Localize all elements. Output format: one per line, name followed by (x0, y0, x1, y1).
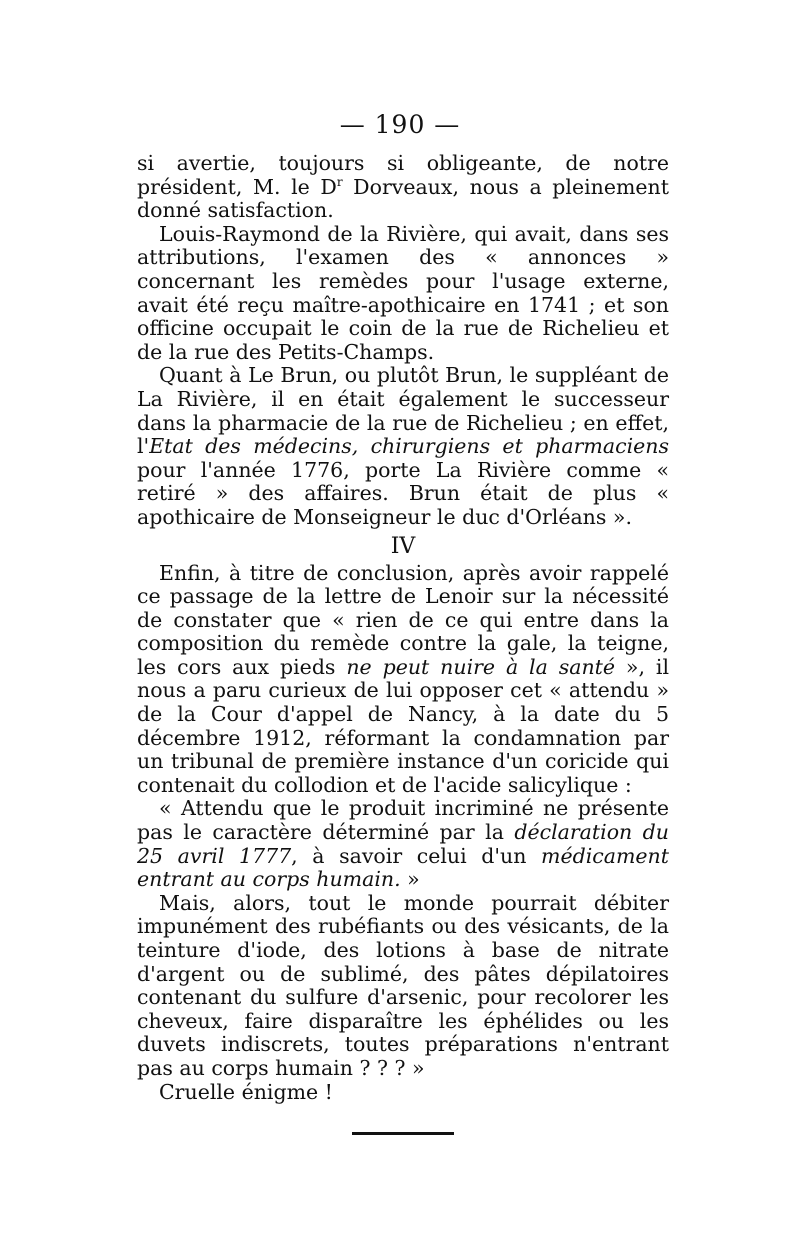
body-text (137, 152, 669, 1104)
paragraph (137, 797, 669, 891)
paragraph-text: si avertie, toujours si obligeante, de notre président, M. le D (137, 151, 669, 199)
italic-reference: déclaration du 25 avril 1777 (137, 820, 669, 868)
paragraph-text: Dorveaux, nous a pleinement donné satisfaction. (137, 174, 669, 223)
paragraph: Mais, alors, tout le monde pourrait débiter impunément des rubéfiants ou des vésicants, de la teinture d'iode, des lotions à base de nitrate d'argent ou de sublimé, des pâtes dépilatoires contenant du sulfure d'arsenic, pour recolorer les cheveux, faire disparaître les éphélides ou les duvets indiscrets, toutes préparations n'entrant pas au corps humain ? ? ? » (137, 890, 669, 1080)
paragraph-text: Enfin, à titre de conclusion, après avoir rappelé ce passage de la lettre de Lenoir sur la nécessité de constater que « rien de ce qui entre dans la composition du remède contre la gale, la teigne, les cors aux pieds (137, 560, 669, 679)
section-heading: IV (390, 533, 416, 559)
paragraph: Louis-Raymond de la Rivière, qui avait, dans ses attributions, l'examen des « annonces » concernant les remèdes pour l'usage externe, avait été reçu maître-apothicaire en 1741 ; et son officine occupait le coin de la rue de Richelieu et de la rue des Petits-Champs. (137, 221, 669, 364)
paragraph-text: » (400, 867, 420, 892)
paragraph (137, 364, 669, 529)
closing-line: Cruelle énigme ! (159, 1079, 333, 1104)
paragraph-text: Quant à Le Brun, ou plutôt Brun, le suppléant de La Rivière, il en était également le successeur dans la pharmacie de la rue de Richelieu ; en effet, l' (137, 363, 669, 459)
paragraph-text: , à savoir celui d'un (291, 843, 542, 868)
page-number: — 190 — (339, 110, 461, 139)
italic-quote: ne peut nuire à la santé (346, 654, 616, 679)
italic-quote: médicament entrant au corps humain. (137, 843, 669, 892)
paragraph-text: », il nous a paru curieux de lui opposer cet « attendu » de la Cour d'appel de Nancy, à la date du 5 décembre 1912, réformant la condamnation par un tribunal de première instance d'un coricide qui contenait du collodion et de l'acide salicylique : (137, 654, 669, 797)
paragraph-text: « Attendu que le produit incriminé ne présente pas le caractère déterminé par la (137, 796, 669, 845)
paragraph-text: pour l'année 1776, porte La Rivière comme « retiré » des affaires. Brun était de plus « apothicaire de Monseigneur le duc d'Orléans ». (137, 457, 669, 529)
italic-title: Etat des médecins, chirurgiens et pharmaciens (149, 434, 669, 459)
paragraph (137, 562, 669, 798)
paragraph-continuation (137, 152, 669, 223)
superscript: r (336, 174, 343, 189)
end-rule (352, 1132, 454, 1135)
